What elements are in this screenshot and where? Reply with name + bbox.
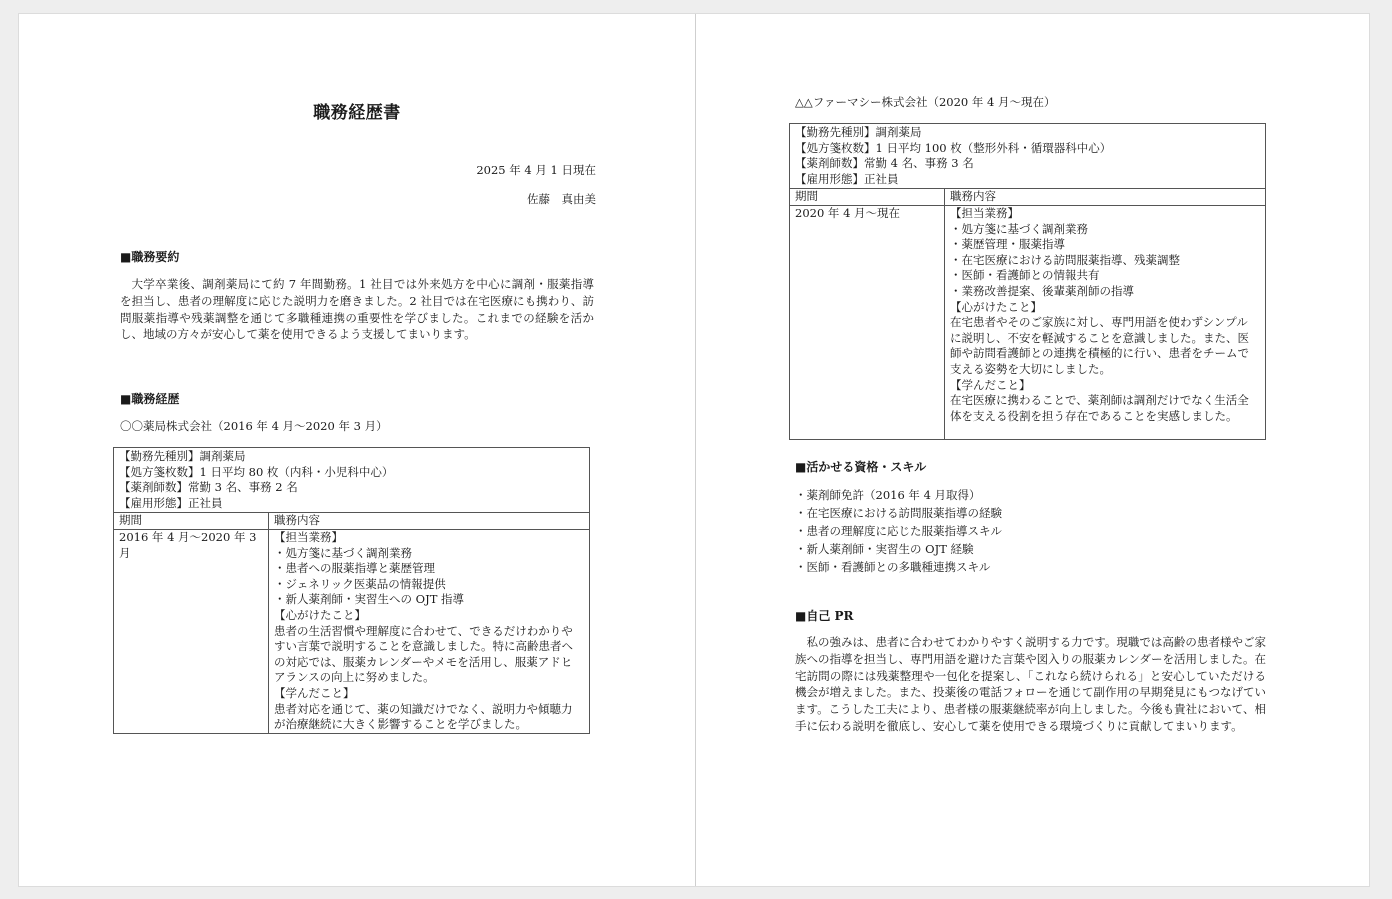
company2-info-cell: [790, 124, 1266, 189]
learn-text: 在宅医療に携わることで、薬剤師は調剤だけでなく生活全体を支える役割を担う存在であることを実感しました。: [950, 393, 1249, 423]
page-left: [19, 14, 695, 886]
company1-info-line: 【処方箋枚数】1 日平均 80 枚（内科・小児科中心）: [119, 464, 394, 479]
document-date: 2025 年 4 月 1 日現在: [476, 163, 596, 177]
pr-heading: ■自己 PR: [795, 609, 854, 623]
skill-item: ・医師・看護師との多職種連携スキル: [795, 560, 991, 574]
company1-info-line: 【薬剤師数】常勤 3 名、事務 2 名: [119, 480, 298, 495]
company2-info-line: 【雇用形態】正社員: [795, 171, 899, 186]
learn-heading: 【学んだこと】: [950, 377, 1031, 392]
care-text: 在宅患者やそのご家族に対し、専門用語を使わずシンプルに説明し、不安を軽減することを意識しました。また、医師や訪問看護師との連携を積極的に行い、患者をチームで支える姿勢を大切にしました。: [950, 315, 1249, 376]
duty-item: ・処方箋に基づく調剤業務: [950, 221, 1088, 236]
duty-item: ・業務改善提案、後輩薬剤師の指導: [950, 283, 1134, 298]
company2-table: [789, 123, 1266, 440]
col-period-header: 期間: [790, 189, 945, 206]
col-period-header: 期間: [114, 513, 269, 530]
company2-duties-cell: [945, 205, 1266, 439]
duty-item: ・ジェネリック医薬品の情報提供: [274, 576, 446, 591]
company2-period: 2020 年 4 月～現在: [790, 205, 945, 439]
company2-info-line: 【勤務先種別】調剤薬局: [795, 125, 922, 139]
company1-info-line: 【雇用形態】正社員: [119, 495, 223, 510]
col-duties-header: 職務内容: [269, 513, 590, 530]
learn-text: 患者対応を通じて、薬の知識だけでなく、説明力や傾聴力が治療継続に大きく影響することを学びました。: [274, 701, 573, 732]
duty-item: ・薬歴管理・服薬指導: [950, 237, 1065, 252]
history-heading: ■職務経歴: [120, 392, 180, 406]
care-text: 患者の生活習慣や理解度に合わせて、できるだけわかりやすい言葉で説明することを意識しました。特に高齢患者への対応では、服薬カレンダーやメモを活用し、服薬アドヒアランスの向上に努めました。: [274, 623, 573, 685]
care-heading: 【心がけたこと】: [950, 299, 1042, 314]
document-title: 職務経歴書: [313, 103, 401, 123]
skills-heading: ■活かせる資格・スキル: [795, 460, 927, 474]
skill-item: ・在宅医療における訪問服薬指導の経験: [795, 506, 1002, 520]
company1-duties-cell: [269, 529, 590, 733]
skills-list: [795, 486, 1002, 576]
duty-item: ・処方箋に基づく調剤業務: [274, 545, 412, 560]
company2-info-line: 【薬剤師数】常勤 4 名、事務 3 名: [795, 156, 974, 171]
summary-text: 大学卒業後、調剤薬局にて約 7 年間勤務。1 社目では外来処方を中心に調剤・服薬指導を担当し、患者の理解度に応じた説明力を磨きました。2 社目では在宅医療にも携わり、訪問服薬指導や残薬調整を通じて多職種連携の重要性を学びました。これまでの経験を活かし、地域の方々が安心して薬を使用できるよう支援してまいります。: [120, 277, 594, 342]
duty-item: ・新人薬剤師・実習生への OJT 指導: [274, 592, 465, 607]
document-spread: [18, 13, 1370, 887]
duties-heading: 【担当業務】: [274, 529, 343, 544]
company2-name: △△ファーマシー株式会社（2020 年 4 月～現在）: [795, 95, 1056, 109]
duty-item: ・医師・看護師との情報共有: [950, 268, 1100, 283]
author-name: 佐藤 真由美: [527, 192, 596, 206]
company1-info-line: 【勤務先種別】調剤薬局: [119, 449, 246, 463]
col-duties-header: 職務内容: [945, 189, 1266, 206]
page-right: [696, 14, 1371, 886]
summary-heading: ■職務要約: [120, 250, 180, 264]
skill-item: ・薬剤師免許（2016 年 4 月取得）: [795, 488, 981, 502]
company2-info-line: 【処方箋枚数】1 日平均 100 枚（整形外科・循環器科中心）: [795, 140, 1112, 155]
company1-info-cell: [114, 448, 590, 513]
company1-period: 2016 年 4 月～2020 年 3 月: [114, 529, 269, 733]
pr-text: 私の強みは、患者に合わせてわかりやすく説明する力です。現職では高齢の患者様やご家族への指導を担当し、専門用語を避けた言葉や図入りの服薬カレンダーを活用しました。在宅訪問の際には残薬整理や一包化を提案し、「これなら続けられる」と安心していただける機会が増えました。また、投薬後の電話フォローを通じて副作用の早期発見にもつなげています。こうした工夫により、患者様の服薬継続率が向上しました。今後も貴社において、相手に伝わる説明を徹底し、安心して薬を使用できる環境づくりに貢献してまいります。: [795, 635, 1266, 733]
duty-item: ・患者への服薬指導と薬歴管理: [274, 561, 435, 576]
learn-heading: 【学んだこと】: [274, 685, 355, 700]
skill-item: ・新人薬剤師・実習生の OJT 経験: [795, 542, 974, 556]
skill-item: ・患者の理解度に応じた服薬指導スキル: [795, 524, 1002, 538]
company1-table: [113, 447, 590, 734]
company1-name: 〇〇薬局株式会社（2016 年 4 月～2020 年 3 月）: [120, 419, 388, 433]
duty-item: ・在宅医療における訪問服薬指導、残薬調整: [950, 252, 1180, 267]
duties-heading: 【担当業務】: [950, 205, 1019, 220]
care-heading: 【心がけたこと】: [274, 607, 366, 622]
